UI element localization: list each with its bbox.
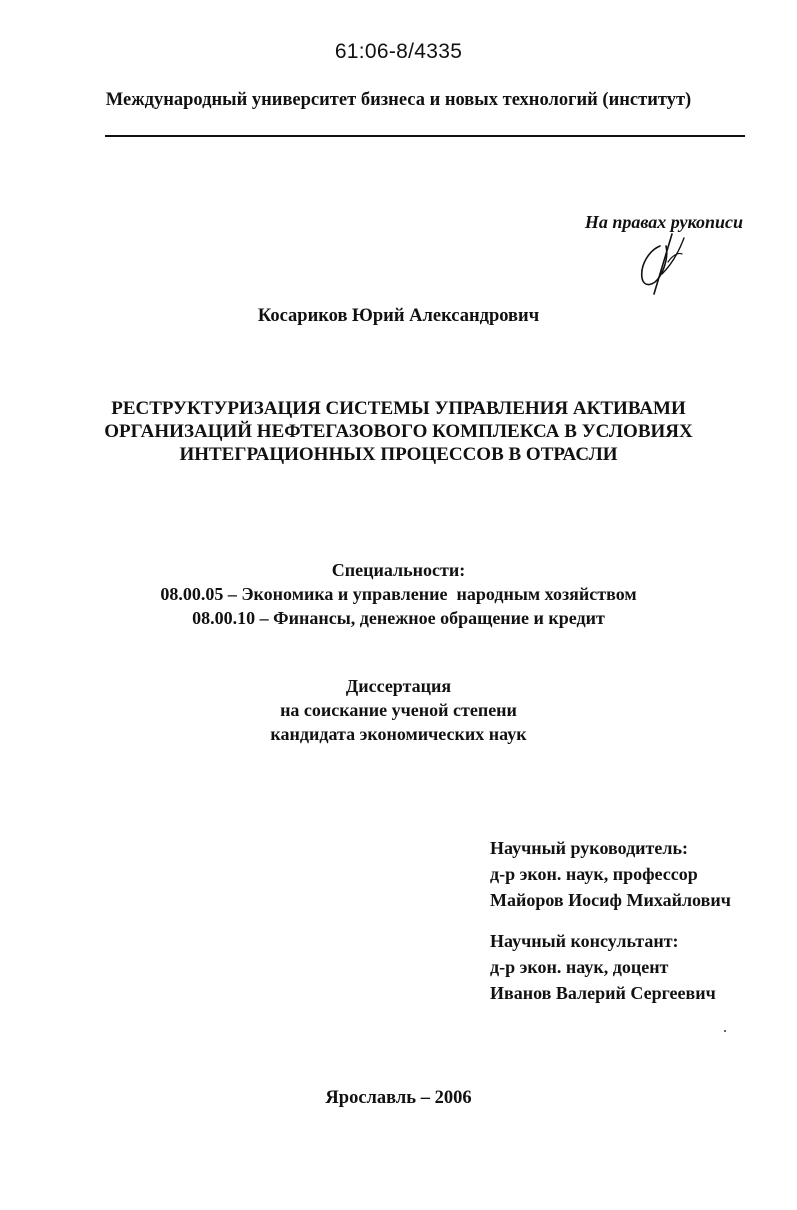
specialties-heading: Специальности: [331,560,466,580]
header-divider [105,135,745,137]
dissertation-heading: Диссертация [345,676,452,696]
title-line: РЕСТРУКТУРИЗАЦИЯ СИСТЕМЫ УПРАВЛЕНИЯ АКТИВАМИ [111,398,686,419]
specialty-item: 08.00.05 – Экономика и управление народным хозяйством [160,584,637,604]
archive-code: 61:06-8/4335 [334,40,463,63]
university-name: Международный университет бизнеса и новых технологий (институт) [105,90,692,110]
dissertation-title [0,397,797,466]
title-line: ОРГАНИЗАЦИЙ НЕФТЕГАЗОВОГО КОМПЛЕКСА В УСЛОВИЯХ [104,421,693,442]
city-year: Ярославль – 2006 [325,1088,472,1108]
consultant-degree: д-р экон. наук, доцент [490,957,669,977]
scan-speck [724,1030,726,1032]
title-line: ИНТЕГРАЦИОННЫХ ПРОЦЕССОВ В ОТРАСЛИ [179,444,618,465]
specialty-item: 08.00.10 – Финансы, денежное обращение и кредит [192,608,605,628]
author-name: Косариков Юрий Александрович [257,306,540,326]
supervisor-role: Научный руководитель: [490,838,688,858]
supervisor-degree: д-р экон. наук, профессор [490,864,698,884]
signature-mark [632,226,692,298]
dissertation-block [0,674,797,746]
supervisor-name: Майоров Иосиф Михайлович [490,890,731,910]
manuscript-note: На правах рукописи [584,212,743,232]
consultant-block [490,928,780,1006]
specialties-block [0,558,797,630]
consultant-role: Научный консультант: [490,931,679,951]
degree-line: на соискание ученой степени [280,700,517,720]
consultant-name: Иванов Валерий Сергеевич [490,983,716,1003]
degree-line: кандидата экономических наук [270,724,527,744]
supervisor-block [490,835,780,913]
